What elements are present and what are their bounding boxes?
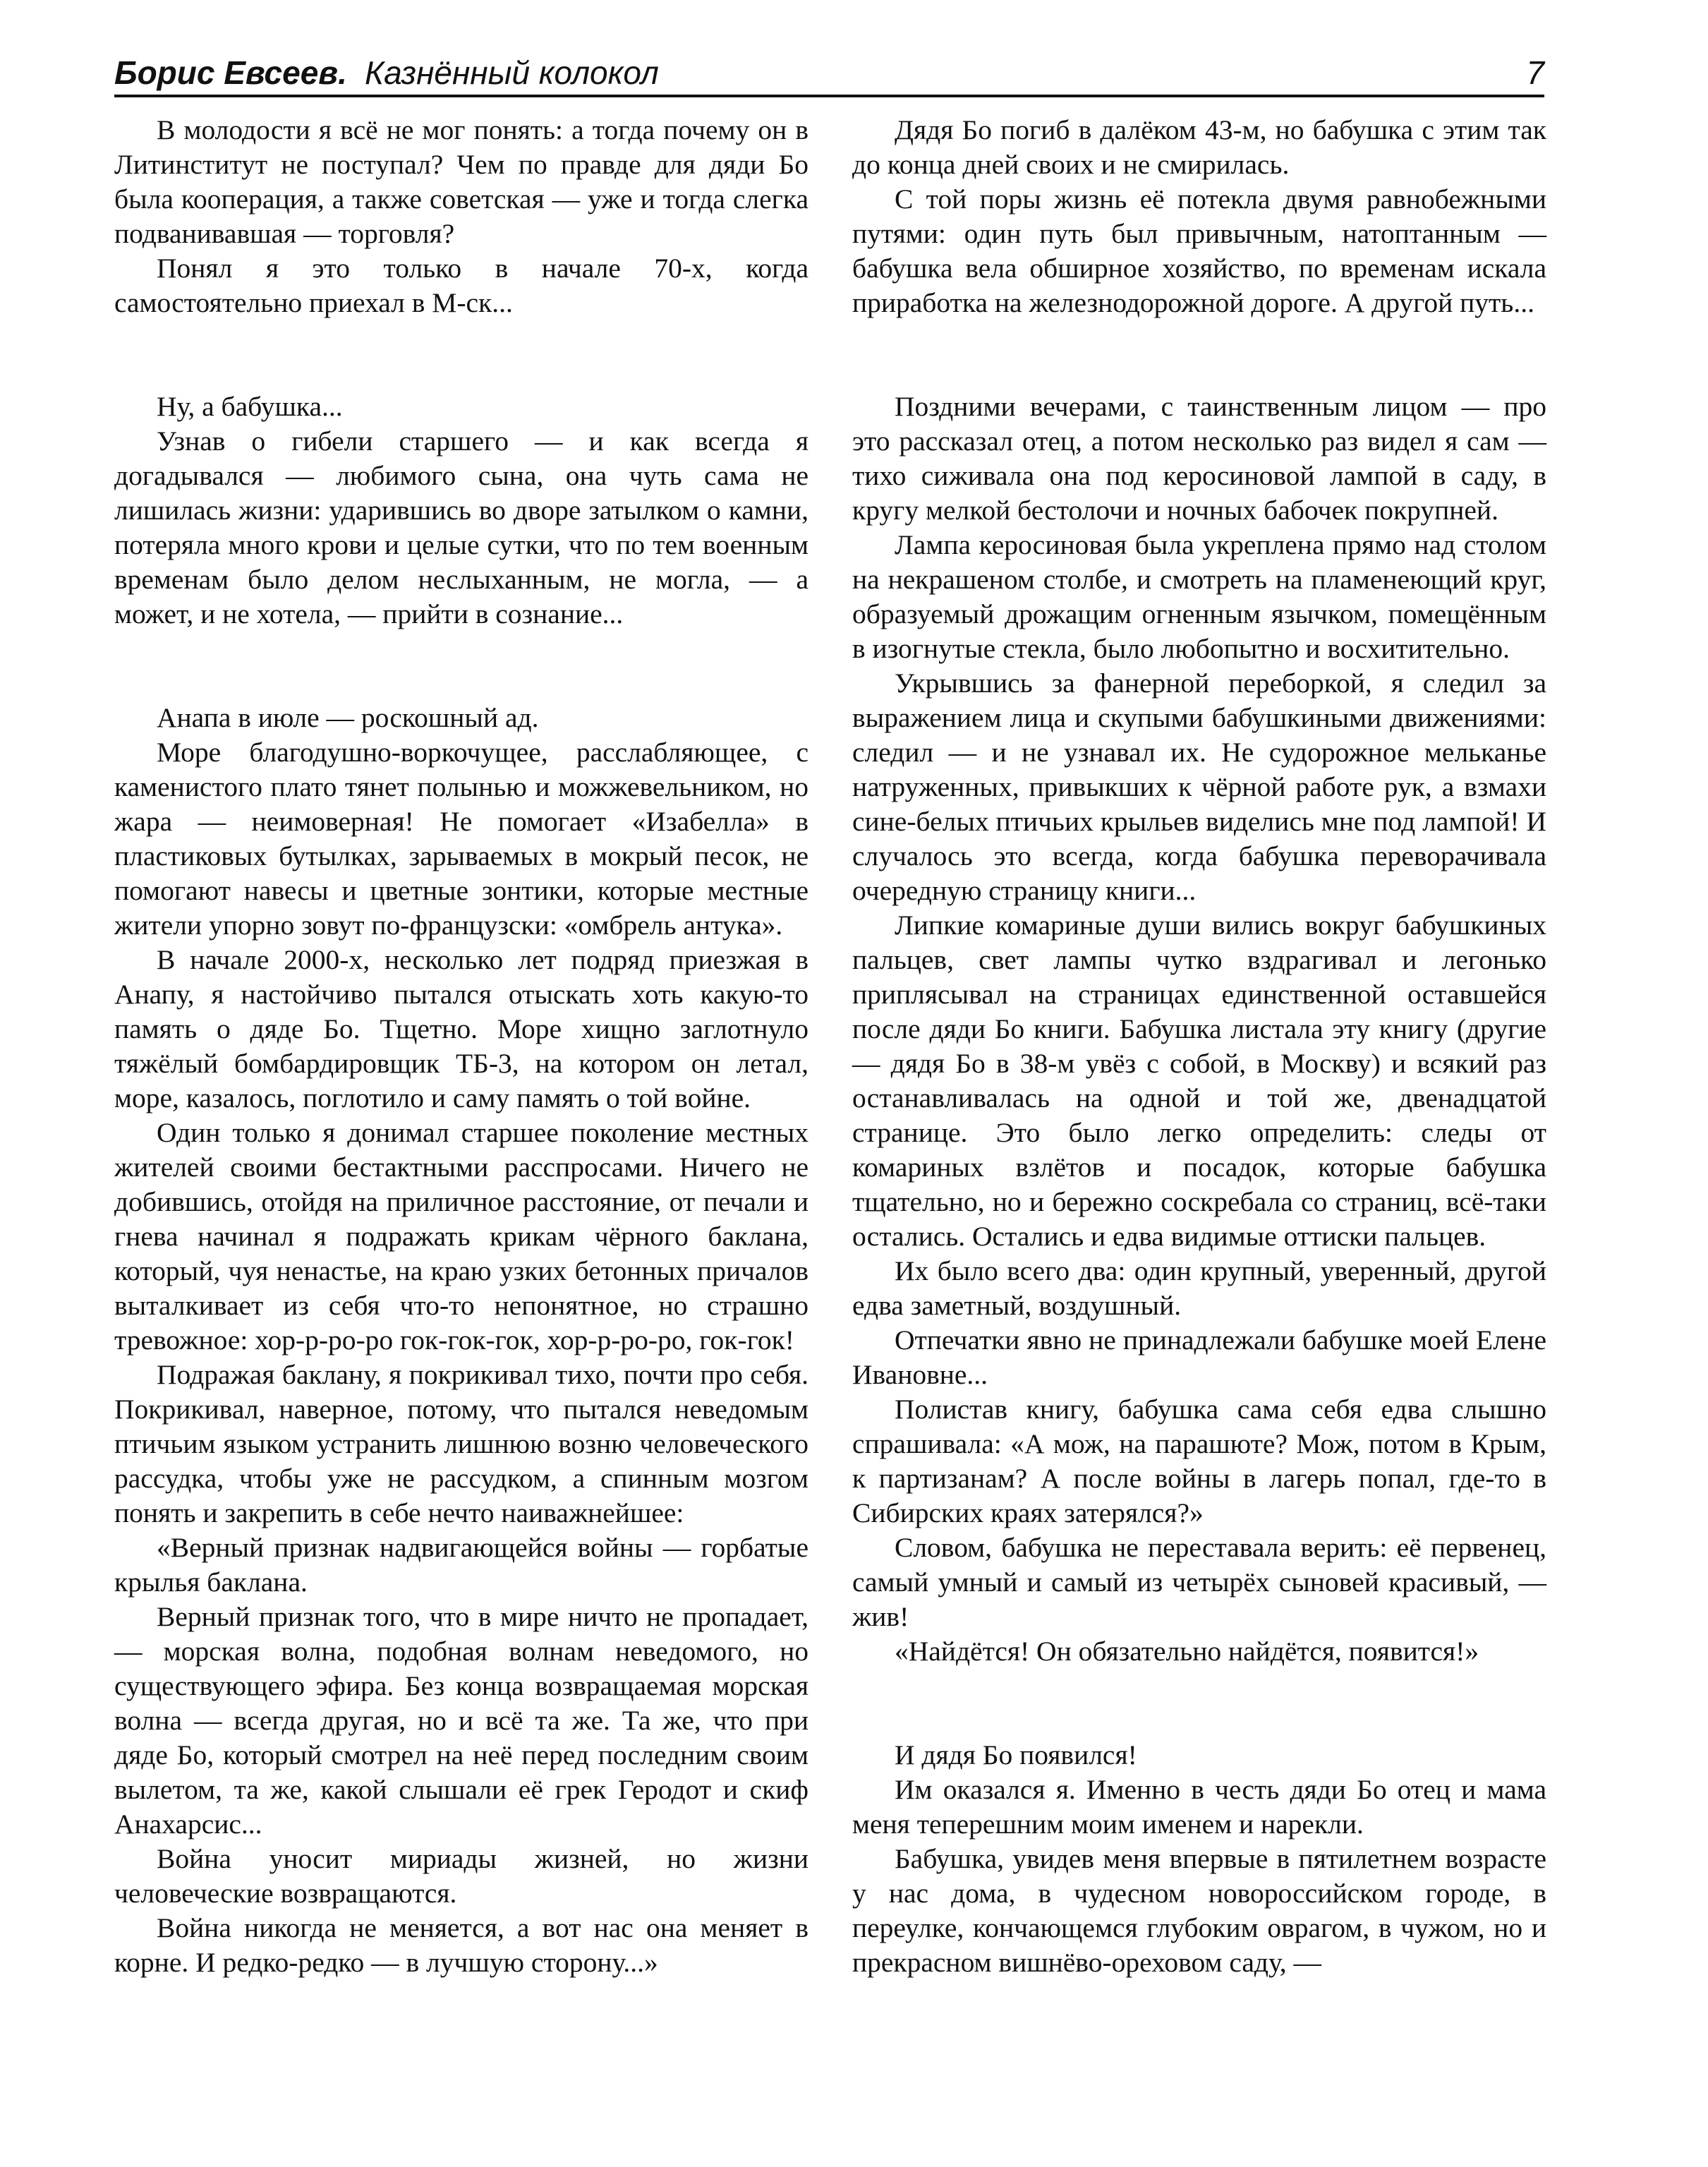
section-break xyxy=(852,320,1546,390)
section-break xyxy=(852,1669,1546,1738)
paragraph: Дядя Бо погиб в далёком 43-м, но бабушка с этим так до конца дней своих и не смирилась. xyxy=(852,114,1546,180)
paragraph: Лампа керосиновая была укреплена прямо над столом на некрашеном столбе, и смотреть на пламенеющий круг, образуемый дрожащим огненным язычком, помещённым в изогнутые стекла, было любопытно и восхитительно. xyxy=(852,529,1546,664)
paragraph: Ну, а бабушка... xyxy=(157,391,343,422)
paragraph: Узнав о гибели старшего — и как всегда я догадывался — любимого сына, она чуть сама не лишилась жизни: ударившись во дворе затылком о камни, потеряла много крови и целые сутки, что по тем военным временам было делом неслыханным, не могла, — а может, и не хотела, — прийти в сознание... xyxy=(114,425,808,629)
paragraph: Им оказался я. Именно в честь дяди Бо отец и мама меня теперешним моим именем и нарекли. xyxy=(852,1774,1546,1840)
right-column xyxy=(852,113,1546,1980)
header-title: Казнённый колокол xyxy=(365,54,659,91)
paragraph: «Найдётся! Он обязательно найдётся, появится!» xyxy=(895,1636,1479,1667)
section-break xyxy=(114,320,808,390)
paragraph: Понял я это только в начале 70-х, когда самостоятельно приехал в М-ск... xyxy=(114,253,808,318)
paragraph: Липкие комариные души вились вокруг бабушкиных пальцев, свет лампы чутко вздрагивал и легонько приплясывал на страницах единственной оставшейся после дяди Бо книги. Бабушка листала эту книгу (другие — дядя Бо в 38-м увёз с собой, в Москву) и всякий раз останавливалась на одной и той же, двенадцатой странице. Это было легко определить: следы от комариных взлётов и посадок, которые бабушка тщательно, но и бережно соскребала со страниц, всё-таки остались. Остались и едва видимые оттиски пальцев. xyxy=(852,910,1546,1252)
running-header xyxy=(114,48,1544,97)
paragraph: В начале 2000-х, несколько лет подряд приезжая в Анапу, я настойчиво пытался отыскать хоть какую-то память о дяде Бо. Тщетно. Море хищно заглотнуло тяжёлый бомбардировщик ТБ-3, на котором он летал, море, казалось, поглотило и саму память о той войне. xyxy=(114,944,808,1113)
page-number: 7 xyxy=(1526,54,1544,91)
paragraph: «Верный признак надвигающейся войны — горбатые крылья баклана. xyxy=(114,1532,808,1598)
paragraph: Анапа в июле — роскошный ад. xyxy=(157,702,539,733)
section-break xyxy=(114,632,808,701)
paragraph: Бабушка, увидев меня впервые в пятилетнем возрасте у нас дома, в чудесном новороссийском городе, в переулке, кончающемся глубоким оврагом, в чужом, но и прекрасном вишнёво-ореховом саду, — xyxy=(852,1843,1546,1978)
paragraph: Верный признак того, что в мире ничто не пропадает, — морская волна, подобная волнам неведомого, но существующего эфира. Без конца возвращаемая морская волна — всегда другая, но и всё та же. Та же, что при дяде Бо, который смотрел на неё перед последним своим вылетом, та же, какой слышали её грек Геродот и скиф Анахарсис... xyxy=(114,1601,808,1840)
paragraph: Один только я донимал старшее поколение местных жителей своими бестактными расспросами. Ничего не добившись, отойдя на приличное расстояние, от печали и гнева начинал я подражать крикам чёрного баклана, который, чуя ненастье, на краю узких бетонных причалов выталкивает из себя что-то непонятное, но страшно тревожное: хор-р-ро-ро гок-гок-гок, хор-р-ро-ро, гок-гок! xyxy=(114,1117,808,1356)
paragraph: И дядя Бо появился! xyxy=(895,1739,1137,1770)
paragraph: С той поры жизнь её потекла двумя равнобежными путями: один путь был привычным, натоптанным — бабушка вела обширное хозяйство, по временам искала приработка на железнодорожной дороге. А другой путь... xyxy=(852,183,1546,318)
paragraph: Война уносит мириады жизней, но жизни человеческие возвращаются. xyxy=(114,1843,808,1909)
paragraph: Полистав книгу, бабушка сама себя едва слышно спрашивала: «А мож, на парашюте? Мож, потом в Крым, к партизанам? А после войны в лагерь попал, где-то в Сибирских краях затерялся?» xyxy=(852,1394,1546,1528)
paragraph: Поздними вечерами, с таинственным лицом — про это рассказал отец, а потом несколько раз видел я сам — тихо сиживала она под керосиновой лампой в саду, в кругу мелкой бестолочи и ночных бабочек покрупней. xyxy=(852,391,1546,526)
paragraph: Море благодушно-воркочущее, расслабляющее, с каменистого плато тянет полынью и можжевельником, но жара — неимоверная! Не помогает «Изабелла» в пластиковых бутылках, зарываемых в мокрый песок, не помогают навесы и цветные зонтики, которые местные жители упорно зовут по-французски: «омбрель антука». xyxy=(114,737,808,941)
paragraph: Отпечатки явно не принадлежали бабушке моей Елене Ивановне... xyxy=(852,1324,1546,1390)
paragraph: Словом, бабушка не переставала верить: её первенец, самый умный и самый из четырёх сыновей красивый, — жив! xyxy=(852,1532,1546,1632)
paragraph: Война никогда не меняется, а вот нас она меняет в корне. И редко-редко — в лучшую сторону...» xyxy=(114,1912,808,1978)
left-column xyxy=(114,113,808,1980)
paragraph: Их было всего два: один крупный, уверенный, другой едва заметный, воздушный. xyxy=(852,1255,1546,1321)
paragraph: Укрывшись за фанерной переборкой, я следил за выражением лица и скупыми бабушкиными движениями: следил — и не узнавал их. Не судорожное мельканье натруженных, привыкших к чёрной работе рук, а взмахи сине-белых птичьих крыльев виделись мне под лампой! И случалось это всегда, когда бабушка переворачивала очередную страницу книги... xyxy=(852,668,1546,906)
paragraph: В молодости я всё не мог понять: а тогда почему он в Литинститут не поступал? Чем по правде для дяди Бо была кооперация, а также советская — уже и тогда слегка подванивавшая — торговля? xyxy=(114,114,808,249)
paragraph: Подражая баклану, я покрикивал тихо, почти про себя. Покрикивал, наверное, потому, что пытался неведомым птичьим языком устранить лишнюю возню человеческого рассудка, чтобы уже не рассудком, а спинным мозгом понять и закрепить в себе нечто наиважнейшее: xyxy=(114,1359,808,1528)
header-author: Борис Евсеев. xyxy=(114,54,347,91)
